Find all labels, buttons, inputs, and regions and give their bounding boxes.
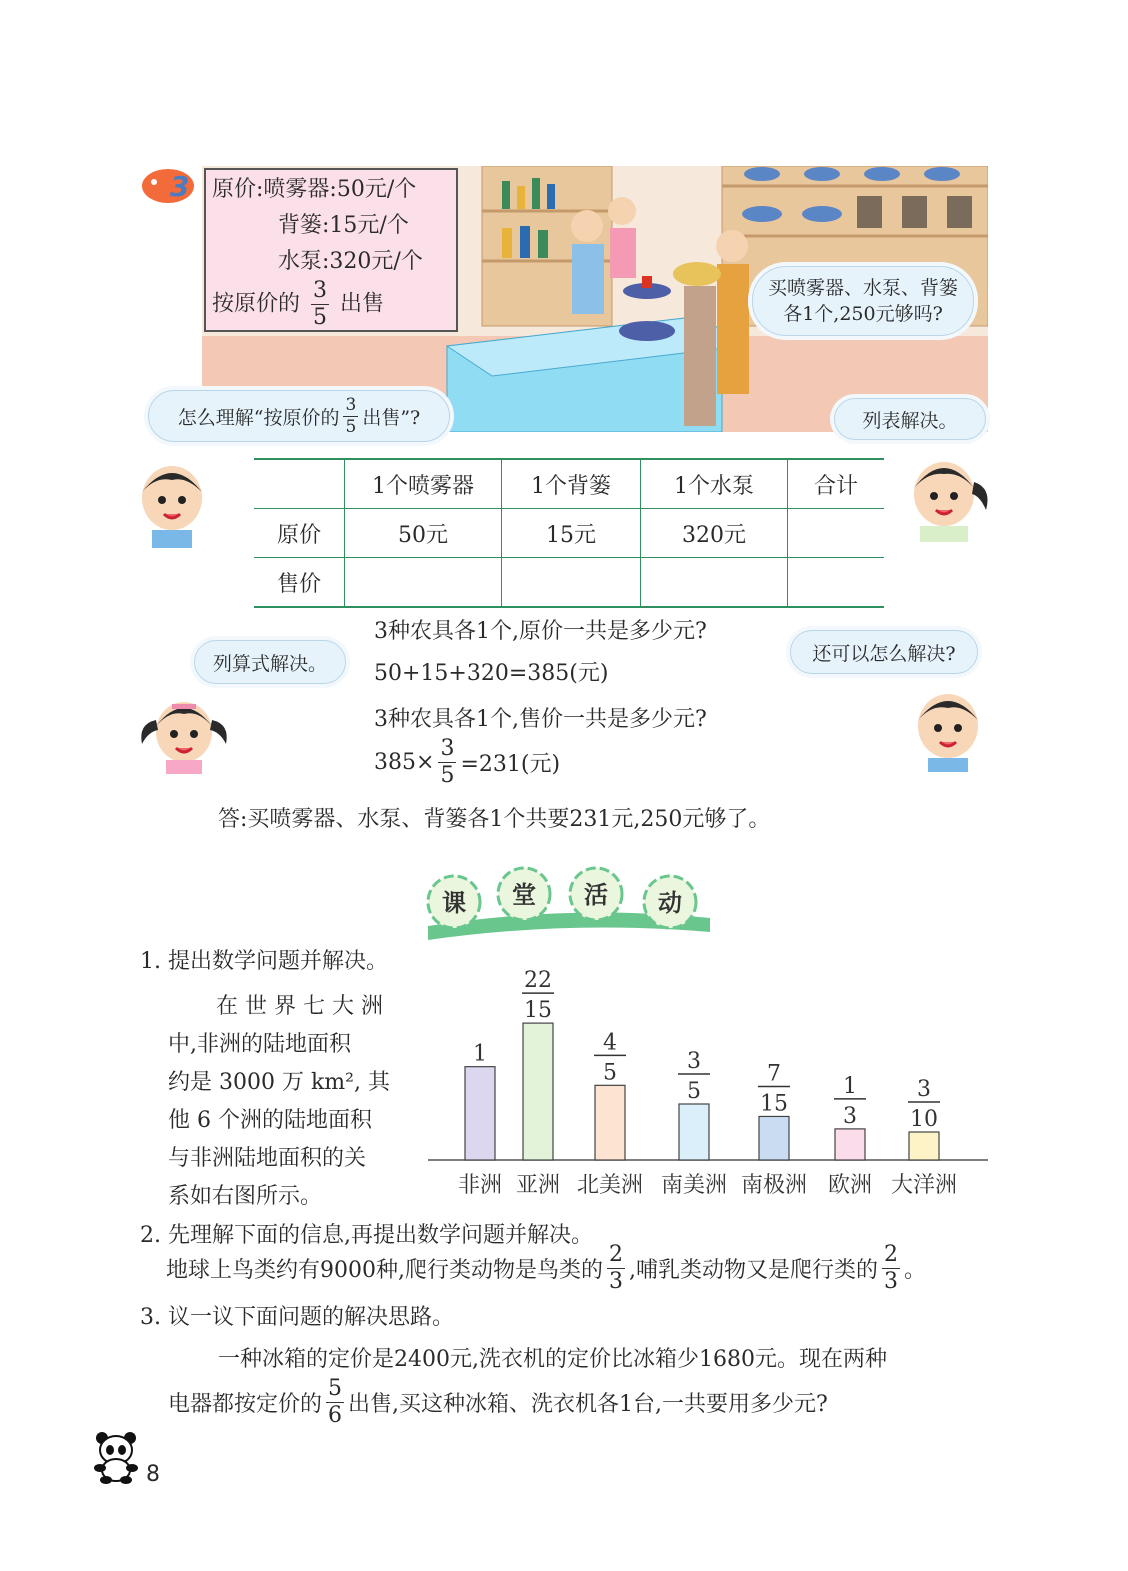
fraction-numerator: 3	[345, 394, 357, 415]
discount-prefix: 按原价的	[212, 291, 301, 317]
example-number: 3	[170, 170, 190, 203]
item1-line: 中,非洲的陆地面积	[168, 1032, 351, 1057]
item3-line2-suffix: 出售,买这种冰箱、洗衣机各1台,一共要用多少元?	[348, 1392, 828, 1417]
fraction-denominator: 5	[313, 305, 328, 330]
fraction-numerator: 2	[608, 1242, 623, 1267]
activity-title-char: 活	[584, 880, 608, 909]
item2-title: 2. 先理解下面的信息,再提出数学问题并解决。	[140, 1223, 593, 1248]
fraction-two-thirds	[607, 1244, 625, 1293]
fraction-numerator: 3	[313, 278, 328, 303]
table-cell: 15元	[502, 509, 641, 558]
chart-data-label-denominator: 5	[687, 1079, 701, 1104]
item1-title: 1. 提出数学问题并解决。	[140, 949, 388, 974]
chart-data-label-numerator: 4	[603, 1030, 617, 1056]
calc2-prefix: 385×	[374, 750, 435, 775]
bubble-table-text: 列表解决。	[862, 409, 958, 432]
speech-bubble-understand	[148, 390, 450, 442]
chart-category-label: 亚洲	[515, 1173, 561, 1198]
activity-title-char: 动	[658, 888, 682, 917]
item1-line: 他 6 个洲的陆地面积	[168, 1108, 372, 1133]
price-line-pump: 水泵:320元/个	[278, 249, 423, 274]
bubble-understand-suffix: 出售”?	[362, 406, 421, 429]
item3-line1: 一种冰箱的定价是2400元,洗衣机的定价比冰箱少1680元。现在两种	[218, 1347, 887, 1372]
continent-area-chart	[424, 960, 990, 1210]
girl-avatar-left	[136, 694, 206, 774]
boy-avatar-left	[136, 458, 206, 538]
speech-bubble-other	[790, 630, 978, 674]
calc-original-total: 50+15+320=385(元)	[374, 661, 609, 686]
item1-line: 与非洲陆地面积的关	[168, 1146, 367, 1171]
table-cell: 50元	[345, 509, 502, 558]
chart-data-label: 1	[473, 1041, 487, 1067]
chart-data-label-numerator: 3	[687, 1049, 701, 1074]
girl-avatar-right	[904, 452, 974, 532]
item2-text-b: ,哺乳类动物又是爬行类的	[628, 1258, 878, 1283]
price-table	[254, 458, 884, 608]
item1-line: 约是 3000 万 km², 其	[168, 1070, 390, 1095]
table-cell	[345, 558, 502, 608]
item3-line2-prefix: 电器都按定价的	[168, 1392, 323, 1417]
chart-bar	[595, 1085, 625, 1160]
fraction-five-sixths	[326, 1378, 344, 1427]
boy-avatar-right	[910, 688, 980, 768]
fraction-numerator: 3	[440, 736, 455, 761]
fraction-numerator: 5	[328, 1376, 343, 1401]
speech-bubble-table	[834, 398, 986, 440]
activity-title-char: 课	[442, 888, 466, 917]
example-number-badge	[140, 166, 196, 206]
bubble-formula-text: 列算式解决。	[212, 652, 327, 675]
table-header-row	[254, 459, 884, 509]
chart-bar	[909, 1132, 939, 1160]
bubble-other-text: 还可以怎么解决?	[812, 642, 956, 665]
table-cell	[788, 509, 885, 558]
table-cell	[788, 558, 885, 608]
page-number: 8	[146, 1462, 160, 1487]
chart-bar	[759, 1116, 789, 1160]
speech-bubble-shop	[752, 266, 974, 336]
question-original-total: 3种农具各1个,原价一共是多少元?	[374, 619, 707, 644]
chart-category-label: 欧洲	[827, 1173, 873, 1198]
answer-text: 答:买喷雾器、水泵、背篓各1个共要231元,250元够了。	[218, 807, 771, 832]
chart-data-label-numerator: 3	[917, 1077, 931, 1102]
table-row	[254, 558, 884, 608]
activity-title-char: 堂	[512, 880, 536, 909]
chart-data-label-denominator: 15	[760, 1091, 788, 1117]
item2-text-c: 。	[903, 1258, 926, 1283]
fraction-denominator: 3	[883, 1269, 898, 1294]
table-row	[254, 509, 884, 558]
table-cell	[502, 558, 641, 608]
fraction-three-fifths	[343, 394, 358, 437]
chart-data-label-denominator: 15	[524, 998, 552, 1024]
chart-category-label: 北美洲	[576, 1173, 644, 1198]
chart-category-label: 南极洲	[740, 1173, 808, 1198]
chart-bar	[523, 1023, 553, 1160]
chart-category-label: 非洲	[457, 1173, 503, 1198]
table-cell: 320元	[641, 509, 788, 558]
chart-bar	[679, 1104, 709, 1160]
panda-icon	[92, 1430, 142, 1484]
chart-data-label-denominator: 3	[843, 1103, 857, 1129]
table-cell: 原价	[254, 509, 345, 558]
calc-sale-total	[374, 738, 560, 787]
chart-bar	[465, 1067, 495, 1160]
table-cell	[641, 558, 788, 608]
speech-bubble-formula	[194, 640, 346, 684]
item2-text-a: 地球上鸟类约有9000种,爬行类动物是鸟类的	[166, 1258, 603, 1283]
chart-category-label: 大洋洲	[890, 1173, 958, 1198]
calc2-suffix: =231(元)	[460, 752, 561, 777]
fraction-denominator: 5	[345, 416, 357, 437]
activity-title-banner	[424, 860, 714, 940]
fraction-three-fifths	[311, 280, 329, 329]
chart-data-label-numerator: 7	[767, 1061, 781, 1087]
chart-category-label: 南美洲	[660, 1173, 728, 1198]
bubble-shop-text: 买喷雾器、水泵、背篓各1个,250元够吗?	[767, 277, 958, 325]
table-header-cell: 1个喷雾器	[345, 459, 502, 509]
chart-data-label-numerator: 22	[524, 968, 552, 994]
fraction-denominator: 5	[440, 763, 455, 788]
item3-line2	[168, 1378, 828, 1427]
chart-bar	[835, 1129, 865, 1160]
price-line-discount	[212, 280, 450, 329]
item3-title: 3. 议一议下面问题的解决思路。	[140, 1305, 454, 1330]
fraction-numerator: 2	[883, 1242, 898, 1267]
item1-line: 系如右图所示。	[168, 1184, 323, 1209]
table-header-cell: 1个背篓	[502, 459, 641, 509]
table-header-cell: 1个水泵	[641, 459, 788, 509]
chart-data-label-denominator: 10	[910, 1107, 938, 1132]
chart-data-label-numerator: 1	[843, 1073, 857, 1099]
item2-text	[166, 1244, 926, 1293]
price-line-basket: 背篓:15元/个	[278, 213, 409, 238]
table-header-cell	[254, 459, 345, 509]
fraction-three-fifths	[438, 738, 456, 787]
bubble-understand-prefix: 怎么理解“按原价的	[177, 406, 340, 429]
question-sale-total: 3种农具各1个,售价一共是多少元?	[374, 707, 707, 732]
table-cell: 售价	[254, 558, 345, 608]
item1-line: 在 世 界 七 大 洲	[216, 994, 383, 1019]
chart-data-label-denominator: 5	[603, 1060, 617, 1086]
table-header-cell: 合计	[788, 459, 885, 509]
fraction-denominator: 3	[608, 1269, 623, 1294]
fraction-two-thirds	[882, 1244, 900, 1293]
item1-text	[168, 988, 408, 1216]
price-line-sprayer: 原价:喷雾器:50元/个	[212, 177, 417, 202]
discount-suffix: 出售	[340, 291, 385, 317]
price-card	[204, 168, 458, 332]
fraction-denominator: 6	[328, 1403, 343, 1428]
